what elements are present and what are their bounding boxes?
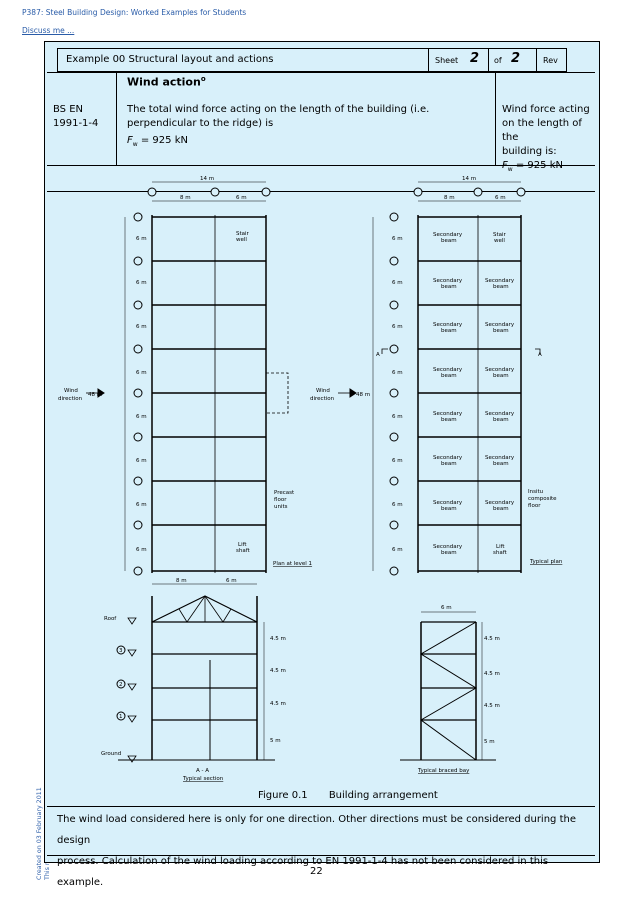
svg-text:4.5 m: 4.5 m	[484, 636, 500, 642]
plan-level-1-label: Plan at level 1	[273, 561, 313, 567]
svg-text:48 m: 48 m	[356, 392, 371, 398]
created-date: Created on 03 February 2011	[36, 787, 43, 880]
svg-text:Secondary: Secondary	[485, 411, 515, 417]
footnote-line-2: process. Calculation of the wind loading according to EN 1991-1-4 has not been considered in this example.	[57, 856, 549, 888]
svg-text:4.5 m: 4.5 m	[484, 703, 500, 709]
svg-text:Secondary: Secondary	[433, 544, 463, 550]
svg-text:well: well	[236, 237, 247, 243]
svg-text:8 m: 8 m	[176, 578, 187, 584]
svg-text:5 m: 5 m	[484, 739, 495, 745]
svg-text:units: units	[274, 504, 288, 510]
svg-text:Secondary: Secondary	[433, 367, 463, 373]
of-label: of	[494, 56, 502, 65]
svg-text:6 m: 6 m	[136, 280, 147, 286]
svg-text:8 m: 8 m	[444, 195, 455, 201]
svg-text:6 m: 6 m	[392, 502, 403, 508]
svg-text:beam: beam	[441, 373, 457, 379]
svg-text:shaft: shaft	[236, 548, 250, 554]
figure-number: Figure 0.1	[258, 790, 308, 801]
svg-text:48 m: 48 m	[88, 392, 103, 398]
svg-text:4.5 m: 4.5 m	[484, 671, 500, 677]
svg-text:A - A: A - A	[196, 768, 210, 774]
typical-section-label: Typical section	[183, 776, 224, 782]
svg-text:Roof: Roof	[104, 616, 117, 622]
svg-text:6 m: 6 m	[226, 578, 237, 584]
svg-text:beam: beam	[441, 550, 457, 556]
svg-text:8 m: 8 m	[180, 195, 191, 201]
svg-text:Secondary: Secondary	[485, 455, 515, 461]
section-body: The total wind force acting on the length of the building (i.e. perpendicular to the ridge) is $F_w = 925$ kN	[127, 104, 430, 148]
svg-text:beam: beam	[441, 284, 457, 290]
svg-text:6 m: 6 m	[392, 458, 403, 464]
svg-text:beam: beam	[493, 461, 509, 467]
svg-text:well: well	[494, 238, 505, 244]
svg-text:Secondary: Secondary	[433, 500, 463, 506]
svg-text:Lift: Lift	[238, 542, 247, 548]
svg-text:1: 1	[119, 714, 123, 720]
svg-text:6 m: 6 m	[495, 195, 506, 201]
svg-text:3: 3	[119, 648, 123, 654]
svg-text:beam: beam	[493, 417, 509, 423]
svg-text:beam: beam	[493, 506, 509, 512]
figure-title: Building arrangement	[328, 790, 438, 801]
svg-text:5 m: 5 m	[270, 738, 281, 744]
svg-text:beam: beam	[493, 373, 509, 379]
svg-text:6 m: 6 m	[392, 280, 403, 286]
svg-text:6 m: 6 m	[136, 370, 147, 376]
svg-text:6 m: 6 m	[136, 324, 147, 330]
svg-text:4.5 m: 4.5 m	[270, 701, 286, 707]
svg-text:Stair: Stair	[493, 232, 506, 238]
svg-text:beam: beam	[493, 328, 509, 334]
svg-text:6 m: 6 m	[392, 547, 403, 553]
svg-text:A: A	[538, 352, 542, 358]
svg-text:6 m: 6 m	[392, 414, 403, 420]
svg-text:floor: floor	[528, 503, 541, 509]
svg-text:beam: beam	[441, 506, 457, 512]
svg-text:6 m: 6 m	[392, 324, 403, 330]
svg-text:6 m: 6 m	[392, 236, 403, 242]
svg-text:floor: floor	[274, 497, 287, 503]
side-summary: Wind force acting on the length of the building is: $F_w = 925$ kN	[502, 104, 590, 173]
dim-14m-left: 14 m	[200, 176, 215, 182]
svg-text:Secondary: Secondary	[433, 322, 463, 328]
section-heading: Wind action$^o$	[127, 75, 206, 89]
sheet-label: Sheet	[435, 56, 459, 65]
svg-text:Wind: Wind	[64, 388, 78, 394]
svg-text:2: 2	[119, 682, 123, 688]
svg-text:Secondary: Secondary	[433, 411, 463, 417]
svg-text:beam: beam	[441, 238, 457, 244]
svg-text:6 m: 6 m	[441, 605, 452, 611]
figure-caption	[258, 790, 456, 801]
svg-text:Secondary: Secondary	[485, 322, 515, 328]
svg-text:Insitu: Insitu	[528, 489, 544, 495]
svg-text:6 m: 6 m	[136, 547, 147, 553]
svg-text:Secondary: Secondary	[485, 278, 515, 284]
svg-text:6 m: 6 m	[136, 458, 147, 464]
svg-text:beam: beam	[441, 417, 457, 423]
svg-text:6 m: 6 m	[236, 195, 247, 201]
svg-text:Secondary: Secondary	[433, 278, 463, 284]
svg-text:Stair: Stair	[236, 231, 249, 237]
footnote-line-1: The wind load considered here is only for one direction. Other directions must be considered during the design	[57, 814, 576, 846]
svg-text:shaft: shaft	[493, 550, 507, 556]
svg-text:6 m: 6 m	[136, 236, 147, 242]
svg-text:Precast: Precast	[274, 490, 295, 496]
svg-text:14 m: 14 m	[462, 176, 477, 182]
discuss-link[interactable]: Discuss me ...	[22, 26, 75, 35]
svg-text:Secondary: Secondary	[485, 367, 515, 373]
svg-text:beam: beam	[441, 461, 457, 467]
svg-text:4.5 m: 4.5 m	[270, 668, 286, 674]
svg-text:A: A	[376, 352, 380, 358]
svg-text:6 m: 6 m	[136, 414, 147, 420]
svg-text:6 m: 6 m	[136, 502, 147, 508]
sheet-number: 2	[470, 51, 480, 66]
example-title: Example 00 Structural layout and actions	[66, 54, 274, 65]
typical-plan-label: Typical plan	[530, 559, 563, 565]
svg-text:Secondary: Secondary	[485, 500, 515, 506]
svg-text:4.5 m: 4.5 m	[270, 636, 286, 642]
svg-text:Wind: Wind	[316, 388, 330, 394]
svg-text:direction: direction	[310, 396, 335, 402]
svg-text:Ground: Ground	[101, 751, 122, 757]
svg-text:Lift: Lift	[496, 544, 505, 550]
svg-text:composite: composite	[528, 496, 557, 502]
document-title: P387: Steel Building Design: Worked Examples for Students	[22, 8, 247, 17]
page-number: 22	[310, 866, 323, 877]
svg-text:beam: beam	[493, 284, 509, 290]
svg-text:Secondary: Secondary	[433, 455, 463, 461]
typical-braced-bay-label: Typical braced bay	[418, 768, 470, 774]
revision-label: Rev	[543, 56, 558, 65]
reference: BS EN 1991-1-4	[53, 104, 99, 129]
svg-text:Secondary: Secondary	[433, 232, 463, 238]
svg-text:beam: beam	[441, 328, 457, 334]
svg-text:direction: direction	[58, 396, 83, 402]
svg-text:6 m: 6 m	[392, 370, 403, 376]
total-sheets: 2	[511, 51, 521, 66]
